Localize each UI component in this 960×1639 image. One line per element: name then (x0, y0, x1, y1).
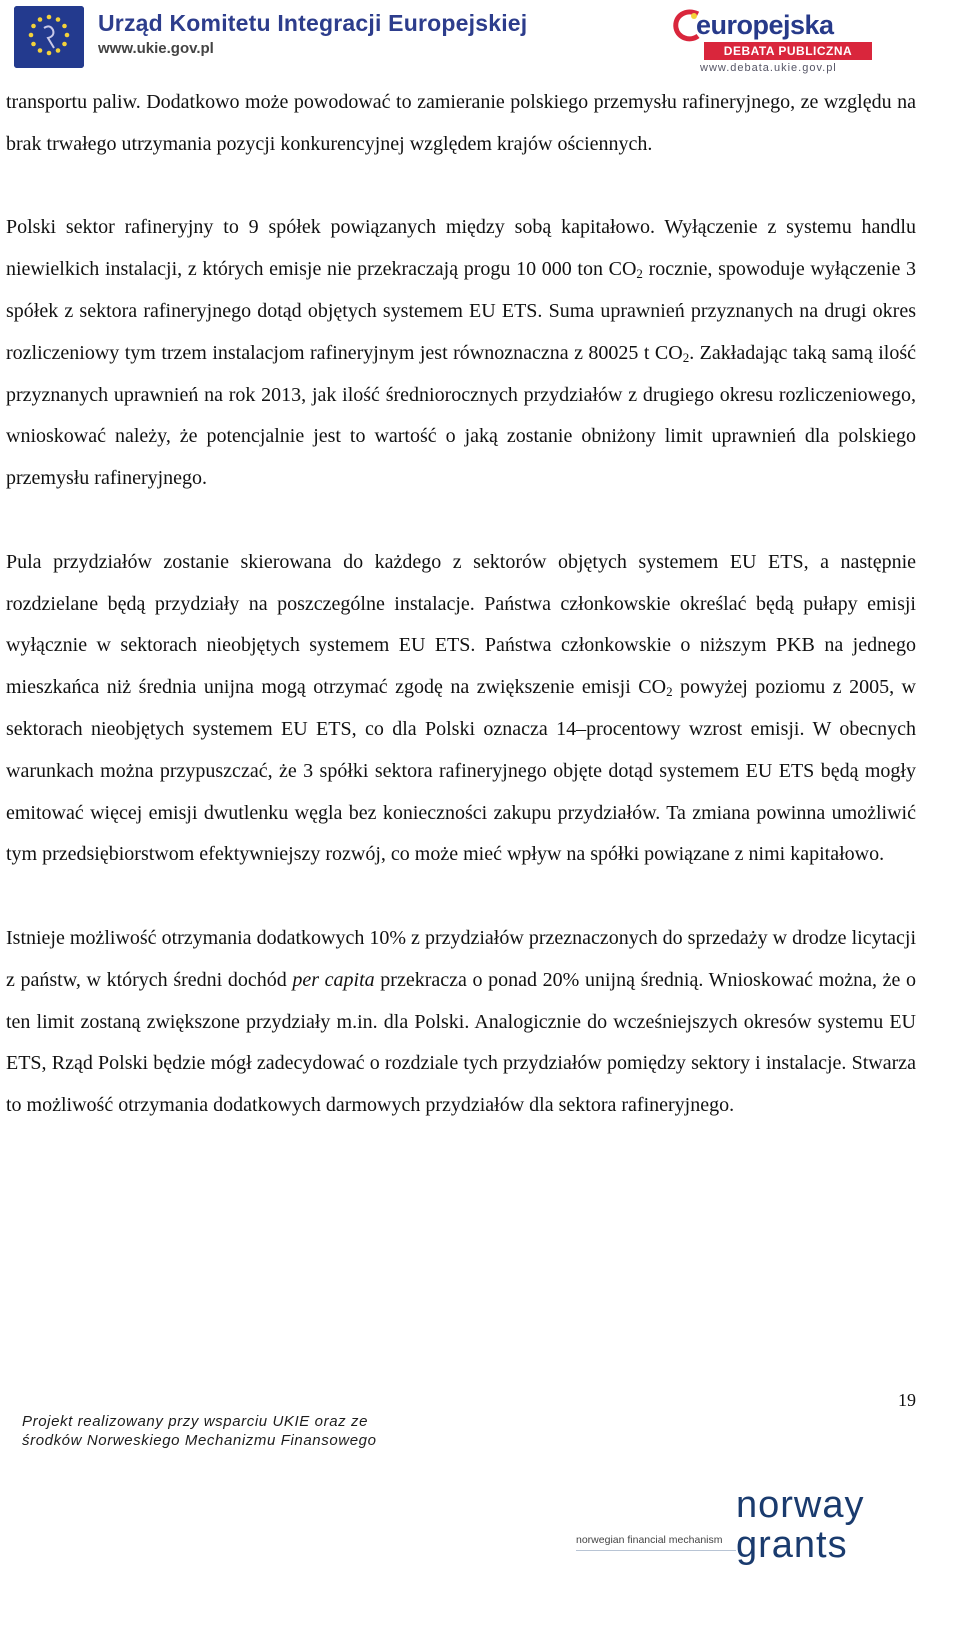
co2-subscript: 2 (636, 266, 643, 282)
paragraph-2-text-c: . Zakładając taką samą ilość przyznanych uprawnień na rok 2013, jak ilość średniorocznych przydziałów z drugiego okresu rozliczeniowego, wnioskować należy, że potencjalnie jest to wartość o jaką zostanie obniżony limit uprawnień dla polskiego przemysłu rafineryjnego. (6, 341, 916, 490)
document-body (6, 82, 916, 1127)
paragraph-2-text-a: Polski sektor rafineryjny to 9 spółek powiązanych między sobą kapitałowo. Wyłączenie z systemu handlu niewielkich instalacji, z których emisje nie przekraczają progu 10 000 ton CO (6, 216, 916, 281)
debata-band: DEBATA PUBLICZNA (704, 42, 872, 60)
paragraph-3-text-a: Pula przydziałów zostanie skierowana do każdego z sektorów objętych systemem EU ETS, a następnie rozdzielane będą przydziały na poszczególne instalacje. Państwa członkowskie określać będą pułapy emisji wyłącznie w sektorach nieobjętych systemem EU ETS. Państwa członkowskie o niższym PKB na jednego mieszkańca niż średnia unijna mogą otrzymać zgodę na zwiększenie emisji CO (6, 550, 916, 699)
paragraph-4-text-b: przekracza o ponad 20% unijną średnią. Wnioskować można, że o ten limit zostaną zwiększone przydziały m.in. dla Polski. Analogicznie do wcześniejszych okresów systemu EU ETS, Rząd Polski będzie mógł zadecydować o rozdziale tych przydziałów pomiędzy sektory i instalacje. Stwarza to możliwość otrzymania dodatkowych darmowych przydziałów dla sektora rafineryjnego. (6, 968, 917, 1117)
debata-title: europejska (696, 10, 834, 40)
co2-subscript: 2 (666, 684, 673, 700)
debata-publiczna-logo (668, 4, 916, 74)
co2-subscript: 2 (682, 349, 690, 365)
ukie-url: www.ukie.gov.pl (98, 40, 214, 57)
page-number: 19 (898, 1390, 916, 1410)
ukie-name: Urząd Komitetu Integracji Europejskiej (98, 10, 528, 36)
grants-word: grants (736, 1524, 848, 1566)
per-capita-italic: per capita (292, 968, 375, 991)
page-header (0, 0, 960, 78)
footnote-line-2: środków Norweskiego Mechanizmu Finansowego (22, 1432, 377, 1449)
funding-footnote (22, 1412, 377, 1450)
paragraph-2 (6, 207, 916, 500)
paragraph-4-text-a: Istnieje możliwość otrzymania dodatkowych 10% z przydziałów przeznaczonych do sprzedaży w drodze licytacji z państw, w których średni dochód (6, 926, 916, 991)
eu-flag-logo-icon (14, 6, 84, 68)
paragraph-1 (6, 82, 916, 166)
paragraph-3 (6, 542, 916, 876)
paragraph-2-text-b: rocznie, spowoduje wyłączenie 3 spółek z sektora rafineryjnego dotąd objętych systemem EU ETS. Suma uprawnień przyznanych na drugi okres rozliczeniowy tym trzem instalacjom rafineryjnym jest równoznaczna z 80025 t CO (6, 258, 917, 364)
paragraph-4 (6, 918, 916, 1127)
footnote-line-1: Projekt realizowany przy wsparciu UKIE oraz ze (22, 1413, 369, 1430)
norway-grants-logo (576, 1486, 916, 1596)
paragraph-3-text-b: powyżej poziomu z 2005, w sektorach nieobjętych systemem EU ETS, co dla Polski oznacza 14–procentowy wzrost emisji. W obecnych warunkach można przypuszczać, że 3 spółki sektora rafineryjnego objęte dotąd systemem EU ETS będą mogły emitować więcej emisji dwutlenku węgla bez konieczności zakupu przydziałów. Ta zmiana powinna umożliwić tym przedsiębiorstwom efektywniejszy rozwój, co może mieć wpływ na spółki powiązane z nimi kapitałowo. (6, 676, 916, 866)
paragraph-1-text: transportu paliw. Dodatkowo może powodować to zamieranie polskiego przemysłu rafineryjnego, ze względu na brak trwałego utrzymania pozycji konkurencyjnej względem krajów ościennych. (6, 91, 916, 155)
norway-word: norway (736, 1484, 865, 1526)
norway-divider (576, 1550, 736, 1551)
norway-subtitle: norwegian financial mechanism (576, 1534, 723, 1546)
debata-url: www.debata.ukie.gov.pl (700, 62, 837, 74)
